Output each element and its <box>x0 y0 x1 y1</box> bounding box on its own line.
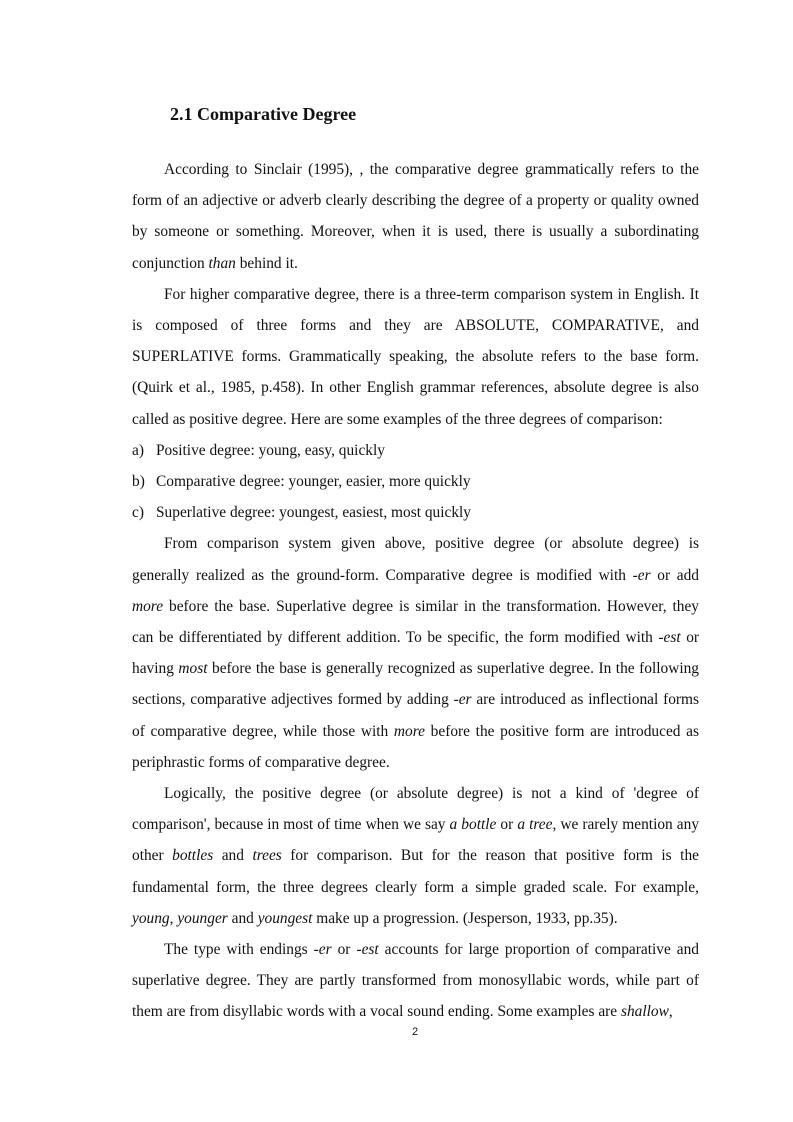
degree-examples-list <box>132 435 699 529</box>
italic-text: most <box>178 660 208 678</box>
list-item <box>132 497 699 528</box>
list-item <box>132 435 699 466</box>
list-marker: b) <box>132 473 145 491</box>
italic-text: a bottle <box>449 816 497 834</box>
text-run: From comparison system given above, positive degree (or absolute degree) is generally realized as the ground-form. Comparative degree is modified with <box>132 535 699 584</box>
text-run: , <box>668 1003 673 1021</box>
italic-text: than <box>208 254 236 272</box>
intro-paragraphs <box>132 154 699 435</box>
text-run: make up a progression. (Jesperson, 1933, pp.35). <box>312 909 618 927</box>
italic-text: -est <box>356 941 379 959</box>
text-run: and <box>227 909 258 927</box>
list-item-text: Positive degree: young, easy, quickly <box>156 441 385 459</box>
italic-text: young <box>132 909 170 927</box>
text-run: and <box>213 847 253 865</box>
italic-text: trees <box>252 847 282 865</box>
text-run: or add <box>650 566 699 584</box>
text-run: behind it. <box>235 254 298 272</box>
italic-text: a tree <box>517 816 553 834</box>
text-run: accounts for large proportion of comparative and superlative degree. They are partly transformed from monosyllabic words, while part of them are from disyllabic words with a vocal sound ending. Some examples are <box>132 941 699 1021</box>
italic-text: -er <box>313 941 332 959</box>
text-run: or <box>496 816 518 834</box>
italic-text: more <box>132 597 164 615</box>
text-run: , <box>169 909 178 927</box>
list-item <box>132 466 699 497</box>
italic-text: -est <box>658 629 681 647</box>
section-heading: 2.1 Comparative Degree <box>170 104 357 124</box>
main-paragraphs <box>132 528 699 1027</box>
list-item-text: Comparative degree: younger, easier, more quickly <box>156 473 471 491</box>
text-run: for comparison. But for the reason that positive form is the fundamental form, the three degrees clearly form a simple graded scale. For example, <box>132 847 699 896</box>
paragraph <box>132 934 699 1028</box>
italic-text: more <box>393 722 425 740</box>
italic-text: -er <box>453 691 472 709</box>
text-run: or <box>331 941 357 959</box>
paragraph <box>132 778 699 934</box>
italic-text: younger <box>177 909 228 927</box>
italic-text: bottles <box>172 847 214 865</box>
text-run: or having <box>132 629 700 678</box>
paragraph <box>132 154 699 279</box>
italic-text: -er <box>632 566 651 584</box>
list-marker: a) <box>132 441 144 459</box>
text-run: Logically, the positive degree (or absolute degree) is not a kind of 'degree of comparison', because in most of time when we say <box>132 785 699 834</box>
text-run: According to Sinclair (1995), , the comparative degree grammatically refers to the form of an adjective or adverb clearly describing the degree of a property or quality owned by someone or something. Moreover, when it is used, there is usually a subordinating conjunction <box>132 161 699 272</box>
text-run: before the base. Superlative degree is similar in the transformation. However, they can be differentiated by different addition. To be specific, the form modified with <box>132 597 699 647</box>
text-run: before the positive form are introduced as periphrastic forms of comparative degree. <box>132 722 699 771</box>
list-marker: c) <box>132 504 144 522</box>
paragraph <box>132 279 699 435</box>
text-run: are introduced as inflectional forms of comparative degree, while those with <box>132 691 699 740</box>
text-run: , we rarely mention any other <box>132 816 700 865</box>
text-run: For higher comparative degree, there is a three-term comparison system in English. It is composed of three forms and they are ABSOLUTE, COMPARATIVE, and SUPERLATIVE forms. Grammatically speaking, the absolute refers to the base form. (Quirk et al., 1985, p.458). In other English grammar references, absolute degree is also called as positive degree. Here are some examples of the three degrees of comparison: <box>132 285 699 428</box>
list-item-text: Superlative degree: youngest, easiest, most quickly <box>156 504 472 522</box>
body-text <box>132 154 699 1028</box>
paragraph <box>132 528 699 778</box>
text-run: before the base is generally recognized as superlative degree. In the following sections, comparative adjectives formed by adding <box>132 660 699 709</box>
text-run: The type with endings <box>164 941 314 959</box>
italic-text: shallow <box>620 1003 669 1021</box>
italic-text: youngest <box>257 909 313 927</box>
page-number: 2 <box>411 1026 419 1038</box>
